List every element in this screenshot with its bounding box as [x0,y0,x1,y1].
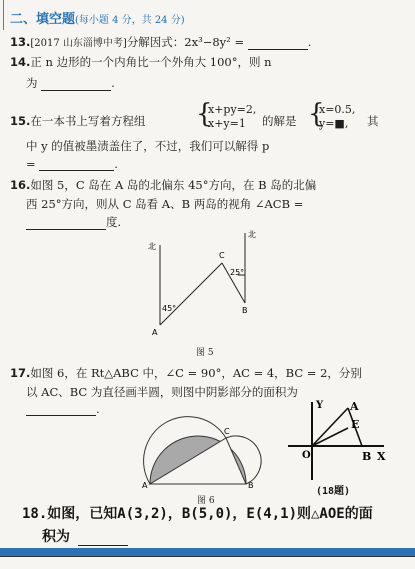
fig5-point-a: A [152,328,158,337]
question-15 [10,113,145,129]
question-13-source-tag: [2017 山东淄博中考] [30,38,127,49]
question-15-line-2: 中 y 的值被墨渍盖住了，不过，我们可以解得 p [26,139,270,153]
question-14 [10,54,272,70]
fig5-north-label-2: 北 [248,230,256,239]
sketch-axis-x: X [377,450,386,463]
handwritten-caption-18: (18题) [316,486,351,497]
sketch-point-a: A [350,400,359,413]
question-17-line-3: . [26,402,100,416]
question-15-end: 其 [367,114,379,128]
equation-1: x+py=2, [208,103,257,116]
section-subtitle: (每小题 4 分，共 24 分) [75,15,185,26]
figure-5-diagram [140,225,280,345]
equation-brace: { [196,99,213,129]
question-16-answer-blank[interactable] [26,229,106,230]
fig5-point-b: B [242,306,248,315]
question-14-answer-blank[interactable] [41,90,111,91]
question-18-answer-blank[interactable] [78,545,128,546]
question-16-text-3: 度. [106,215,122,229]
fig5-angle-a-label: 45° [162,304,177,313]
fig5-north-label-1: 北 [148,242,156,251]
fig6-point-a: A [142,481,148,490]
question-15-answer-blank[interactable] [39,170,114,171]
figure-6-caption: 图 6 [197,496,215,506]
section-header [10,8,185,27]
question-13-text: 分解因式：2x³−8y² = [126,35,245,49]
page-bottom-edge [0,556,415,557]
question-17 [10,365,362,381]
question-13-answer-blank[interactable] [248,49,308,50]
question-17-answer-blank[interactable] [26,415,96,416]
fig6-point-b: B [248,481,254,490]
sketch-point-e: E [351,418,360,431]
question-15-mid: 的解是 [262,114,297,128]
question-16 [10,177,316,193]
solution-y: y=■, [319,117,349,130]
sketch-axis-y: Y [316,400,324,411]
fig6-point-c: C [224,427,230,436]
handwritten-question-18-text-2: 积为 [42,529,70,545]
question-13-number: 13. [10,35,31,49]
figure-6-diagram [140,412,265,490]
question-14-line-2: 为 . [26,76,115,90]
fig5-angle-b-label: 25° [230,268,245,277]
handwritten-question-18: 18.如图，已知A(3,2)，B(5,0)，E(4,1)则△AOE的面 [22,506,373,522]
question-14-text: 正 n 边形的一个内角比一个外角大 100°，则 n [30,55,272,69]
question-15-text-3: = [26,157,36,171]
question-17-line-2: 以 AC、BC 为直径画半圆，则图中阴影部分的面积为 [26,385,298,399]
solution-x: x=0.5, [319,103,356,116]
sketch-point-b: B [362,450,372,463]
question-17-number: 17. [10,366,31,380]
section-title: 二、填空题 [10,12,76,27]
equation-2: x+y=1 [208,117,246,130]
solution-system [319,103,355,131]
question-16-line-3 [26,214,121,230]
figure-5-caption: 图 5 [196,348,214,358]
handwritten-axes-sketch [282,396,392,486]
question-14-text-2: 为 [26,76,38,90]
page-corner-mark [0,0,4,30]
question-15-number: 15. [10,114,31,128]
question-13: 13.[2017 山东淄博中考]分解因式：2x³−8y² = . [10,35,312,49]
equation-system [208,103,256,131]
fig5-point-c: C [219,251,225,260]
question-15-text: 在一本书上写着方程组 [30,114,146,128]
page-bottom-band [0,548,415,556]
solution-brace: { [308,99,325,129]
sketch-origin: O [302,450,311,461]
question-16-text: 如图 5，C 岛在 A 岛的北偏东 45°方向，在 B 岛的北偏 [30,178,317,192]
question-16-line-2: 西 25°方向，则从 C 岛看 A、B 两岛的视角 ∠ACB = [26,197,304,211]
question-14-number: 14. [10,55,31,69]
handwritten-question-18-line-2 [42,526,128,546]
question-17-text: 如图 6，在 Rt△ABC 中，∠C = 90°，AC = 4，BC = 2，分别 [30,366,362,380]
question-16-number: 16. [10,178,31,192]
question-15-line-3: = . [26,157,118,171]
